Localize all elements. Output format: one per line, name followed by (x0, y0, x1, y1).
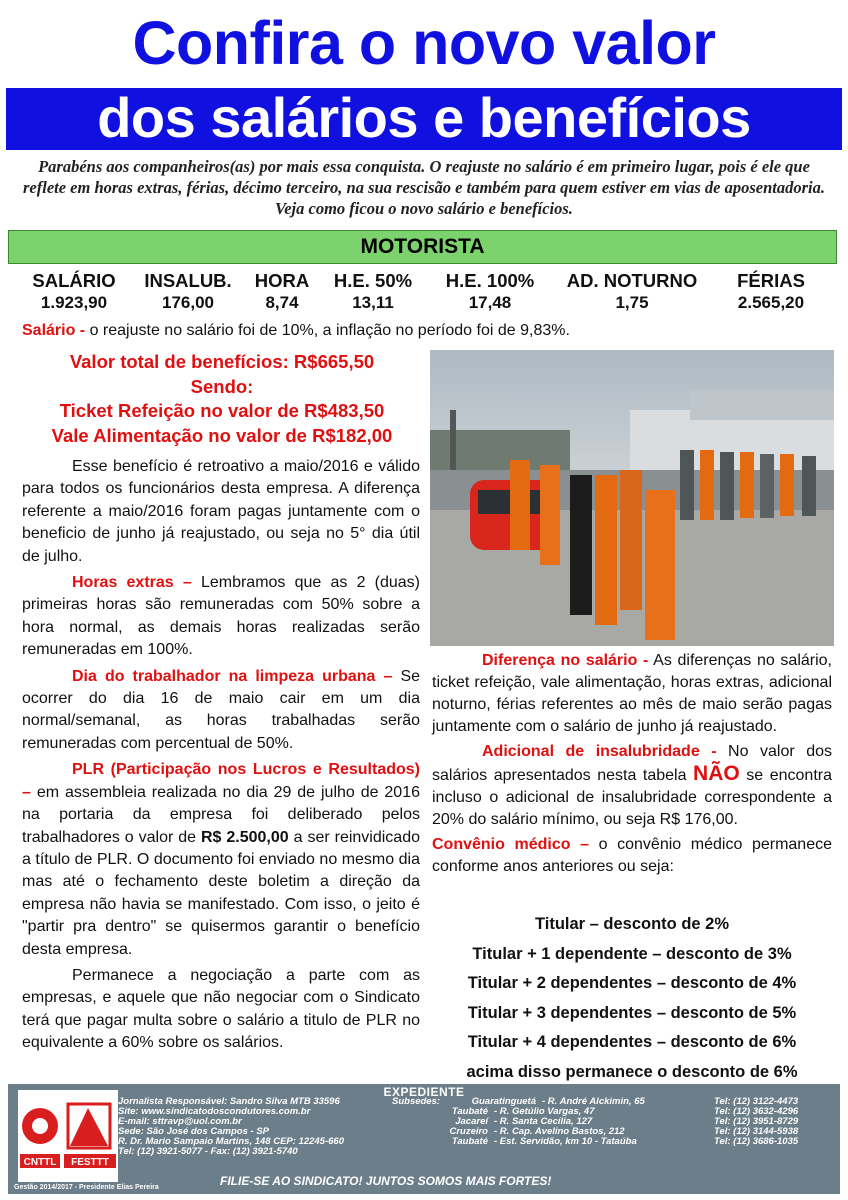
salary-col-salario (18, 270, 130, 313)
plr-label: PLR (Participação nos Lucros e Resultados) – (22, 761, 420, 801)
subsede-phone: Tel: (12) 3632-4296 (714, 1106, 799, 1117)
footer-expediente (8, 1084, 840, 1194)
workers-photo-illustration (430, 350, 834, 646)
benefits-total: Valor total de benefícios: R$665,50 (69, 351, 375, 372)
salary-col-he50 (318, 270, 428, 313)
subsede-address: - R. Santa Cecília, 127 (494, 1116, 593, 1127)
insalubridade-text-1: No valor dos salários apresentados nesta tabela (432, 743, 832, 784)
discount-item: Titular + 2 dependentes – desconto de 4% (467, 974, 797, 993)
subsede-city: Jacareí (455, 1116, 488, 1127)
discount-item: Titular + 4 dependentes – desconto de 6% (467, 1033, 797, 1052)
diferenca-text: As diferenças no salário, ticket refeição, vale alimentação, horas extras, adicional noturno, férias referentes ao mês de maio serão pagas juntamente com o salário de junho já reajustado. (432, 652, 833, 735)
salary-col-label: INSALUB. (144, 270, 232, 291)
discount-item: acima disso permanece o desconto de 6% (466, 1062, 798, 1081)
benefits-sendo: Sendo: (190, 375, 254, 397)
subsede-phone: Tel: (12) 3144-5938 (714, 1126, 799, 1137)
insalubridade-label: Adicional de insalubridade - (482, 743, 717, 760)
footer-gestao: Gestão 2014/2017 - Presidente Elias Pereira (14, 1184, 159, 1191)
salary-col-insalub (130, 270, 246, 313)
right-column (432, 650, 832, 881)
subsede-address: - R. Cap. Avelino Bastos, 212 (494, 1126, 625, 1137)
salary-col-he100 (428, 270, 552, 313)
salary-col-value: 2.565,20 (737, 293, 805, 312)
horas-extras-paragraph (22, 572, 420, 662)
footer-info (118, 1097, 344, 1157)
subsede-address: - Est. Servidão, km 10 - Tataúba (494, 1136, 637, 1147)
plr-text-1: em assembleia realizada no dia 29 de julho de 2016 na portaria da empresa foi deliberado pelos trabalhadores o valor de (22, 783, 420, 846)
convenio-paragraph (432, 834, 832, 878)
salary-col-label: H.E. 100% (445, 270, 535, 291)
headline-line-1: Confira o novo valor (132, 9, 716, 77)
salary-col-label: AD. NOTURNO (566, 270, 698, 291)
intro-paragraph: Parabéns aos companheiros(as) por mais essa conquista. O reajuste no salário é em primeiro lugar, pois é ele que reflete em horas extras, férias, décimo terceiro, na sua rescisão e também para quem estiver em vias de aposentadoria. Veja como ficou o novo salário e benefícios. (23, 157, 825, 218)
salary-col-label: SALÁRIO (32, 270, 116, 291)
footer-info-line: R. Dr. Mario Sampaio Martins, 148 CEP: 12245-660 (118, 1136, 344, 1147)
logo-cnttl-text: CNTTL (23, 1157, 57, 1168)
footer-subsedes (392, 1097, 645, 1147)
footer-info-line: Tel: (12) 3921-5077 - Fax: (12) 3921-5740 (118, 1146, 298, 1157)
dia-trabalhador-text: Se ocorrer do dia 16 de maio cair em um dia normal/semanal, as horas trabalhadas serão remuneradas com percentual de 50%. (22, 667, 421, 752)
salary-col-value: 13,11 (352, 293, 394, 312)
union-logo (18, 1090, 118, 1182)
footer-phones (714, 1097, 798, 1147)
convenio-text: o convênio médico permanece conforme anos anteriores ou seja: (432, 836, 832, 875)
horas-extras-label: Horas extras – (72, 574, 192, 592)
subsedes-label: Subsedes: (392, 1096, 441, 1107)
insalubridade-text-2: se encontra incluso o adicional de insalubridade correspondente a 20% do salário mínimo, ou seja R$ 176,00. (432, 767, 832, 828)
diferenca-label: Diferença no salário - (482, 652, 649, 669)
subsede-city: Taubaté (451, 1136, 488, 1147)
subsede-city: Cruzeiro (449, 1126, 488, 1137)
salary-col-label: FÉRIAS (737, 270, 805, 291)
benefits-vale: Vale Alimentação no valor de R$182,00 (51, 424, 393, 446)
union-logo-icon (18, 1090, 118, 1182)
discount-item: Titular – desconto de 2% (534, 915, 730, 933)
salary-col-label: H.E. 50% (333, 270, 413, 291)
subsede-address: - R. André Alckimin, 65 (542, 1096, 645, 1107)
plr-text-2: a ser reinvidicado a título de PLR. O documento foi enviado no mesmo dia mas até o fechamento deste boletim a direção da empresa não havia se manifestado. Com isso, o jeito é "partir pra dentro" se quisermos garantir o benefício desta empresa. (22, 828, 421, 958)
plr-value: R$ 2.500,00 (200, 828, 289, 846)
footer-heading: EXPEDIENTE (383, 1085, 465, 1099)
benefits-summary (22, 350, 422, 448)
salary-col-value: 8,74 (265, 293, 299, 312)
negociacao-paragraph: Permanece a negociação a parte com as empresas, e aquele que não negociar com o Sindicato terá que pagar multa sobre o salário a titulo de PLR no equivalente a 60% sobre os salários. (22, 966, 420, 1052)
discount-list (432, 910, 832, 1088)
subsede-phone: Tel: (12) 3686-1035 (714, 1136, 799, 1147)
salary-col-label: HORA (254, 270, 310, 291)
headline-line-2: dos salários e benefícios (6, 88, 842, 150)
discount-item: Titular + 1 dependente – desconto de 3% (472, 944, 792, 963)
salary-note-label: Salário - (22, 322, 86, 339)
workers-photo (430, 350, 834, 646)
salary-note (22, 320, 830, 341)
footer-info-line: Jornalista Responsável: Sandro Silva MTB 33596 (118, 1096, 340, 1107)
subsede-phone: Tel: (12) 3122-4473 (714, 1096, 799, 1107)
retro-paragraph: Esse benefício é retroativo a maio/2016 e válido para todos os funcionários desta empresa. A diferença referente a maio/2016 foram pagas juntamente com o beneficio de junho já reajustado, ou seja no 5° dia útil de julho. (22, 458, 420, 565)
insalubridade-paragraph (432, 741, 832, 831)
horas-extras-text: Lembramos que as 2 (duas) primeiras horas são remuneradas com 50% sobre a hora normal, as demais horas realizadas serão remuneradas em 100%. (22, 574, 420, 659)
category-banner: MOTORISTA (8, 230, 837, 264)
subsede-phone: Tel: (12) 3951-8729 (714, 1116, 799, 1127)
discount-item: Titular + 3 dependentes – desconto de 5% (467, 1003, 797, 1022)
dia-trabalhador-label: Dia do trabalhador na limpeza urbana – (72, 667, 393, 685)
salary-col-value: 1,75 (615, 293, 649, 312)
insalubridade-nao: NÃO (693, 762, 740, 785)
footer-info-line: Site: www.sindicatodoscondutores.com.br (118, 1106, 311, 1117)
dia-trabalhador-paragraph (22, 666, 420, 756)
subsede-city: Guaratinguetá (471, 1096, 536, 1107)
salary-col-ferias (712, 270, 830, 313)
plr-paragraph (22, 759, 420, 961)
salary-col-adnoturno (552, 270, 712, 313)
diferenca-paragraph (432, 650, 832, 738)
salary-col-value: 1.923,90 (40, 293, 108, 312)
subsede-address: - R. Getúlio Vargas, 47 (494, 1106, 595, 1117)
footer-info-line: Sede: São José dos Campos - SP (118, 1126, 269, 1137)
footer-slogan: FILIE-SE AO SINDICATO! JUNTOS SOMOS MAIS FORTES! (220, 1174, 552, 1188)
logo-festtt-text: FESTTT (71, 1157, 109, 1168)
salary-note-text: o reajuste no salário foi de 10%, a inflação no período foi de 9,83%. (85, 322, 570, 339)
salary-col-value: 17,48 (468, 293, 512, 312)
benefits-ticket: Ticket Refeição no valor de R$483,50 (59, 400, 385, 421)
subsede-city: Taubaté (451, 1106, 488, 1117)
convenio-label: Convênio médico – (432, 836, 590, 853)
salary-col-value: 176,00 (162, 293, 214, 312)
left-column (22, 456, 420, 1059)
footer-info-line: E-mail: sttravp@uol.com.br (118, 1116, 242, 1127)
salary-col-hora (246, 270, 318, 313)
